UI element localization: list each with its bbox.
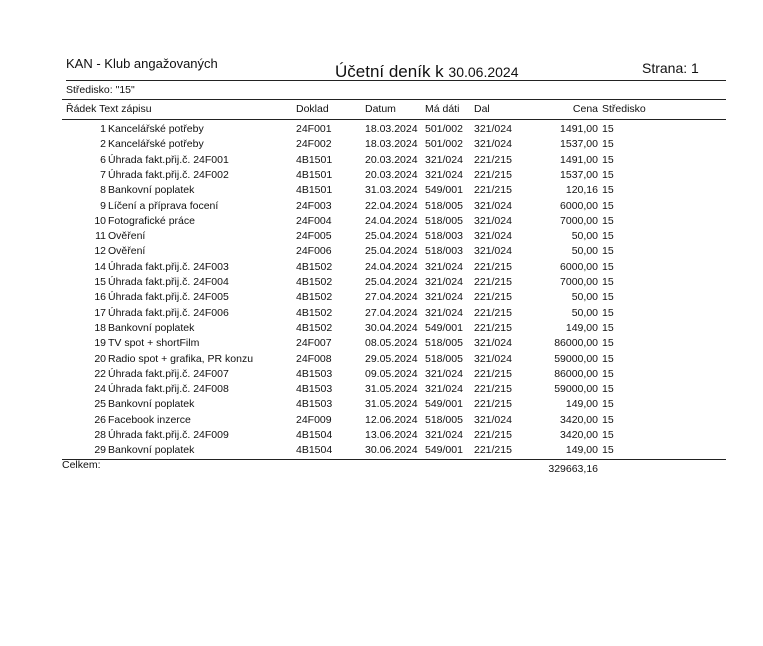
row-text: Bankovní poplatek: [108, 444, 195, 457]
row-price: 3420,00: [560, 413, 598, 426]
row-number: 15: [94, 276, 106, 288]
row-price: 1537,00: [560, 138, 598, 151]
row-text: Úhrada fakt.přij.č. 24F009: [108, 429, 229, 441]
row-text: Ověření: [108, 245, 146, 258]
row-md: 321/024: [425, 168, 463, 181]
row-dal: 221/215: [474, 321, 512, 334]
row-center: 15: [602, 153, 614, 166]
row-date: 27.04.2024: [365, 306, 418, 319]
row-doc: 24F002: [296, 138, 332, 151]
page-number: Strana: 1: [642, 60, 699, 76]
row-center: 15: [602, 199, 614, 212]
row-center: 15: [602, 444, 614, 457]
row-center: 15: [602, 230, 614, 243]
row-center: 15: [602, 260, 614, 273]
row-dal: 221/215: [474, 429, 512, 441]
table-row: [0, 230, 763, 245]
row-date: 25.04.2024: [365, 230, 418, 243]
row-center: 15: [602, 138, 614, 151]
row-number: 17: [94, 306, 106, 319]
row-number: 11: [95, 230, 106, 243]
row-dal: 321/024: [474, 245, 512, 258]
row-text: Úhrada fakt.přij.č. 24F001: [108, 153, 229, 166]
row-md: 518/005: [425, 199, 463, 212]
row-number: 2: [100, 138, 106, 151]
col-header-doc: Doklad: [296, 103, 329, 115]
row-center: 15: [602, 383, 614, 396]
row-number: 29: [94, 444, 106, 457]
row-number: 7: [100, 168, 106, 181]
row-center: 15: [602, 291, 614, 304]
row-center: 15: [602, 429, 614, 441]
row-number: 1: [100, 123, 106, 135]
row-doc: 4B1504: [296, 444, 333, 457]
row-number: 8: [100, 184, 106, 197]
row-number: 9: [100, 199, 106, 212]
row-dal: 321/024: [474, 199, 512, 212]
row-price: 50,00: [571, 245, 598, 258]
row-md: 321/024: [425, 367, 463, 380]
table-row: [0, 200, 763, 215]
row-date: 25.04.2024: [365, 245, 418, 258]
row-doc: 24F009: [296, 413, 332, 426]
row-date: 24.04.2024: [365, 214, 418, 227]
row-date: 22.04.2024: [365, 199, 418, 212]
row-dal: 221/215: [474, 367, 512, 380]
row-center: 15: [602, 352, 614, 365]
col-header-line-text: Řádek Text zápisu: [66, 103, 152, 115]
row-price: 149,00: [565, 398, 598, 411]
row-md: 321/024: [425, 429, 463, 441]
row-date: 20.03.2024: [365, 168, 418, 181]
row-price: 50,00: [571, 306, 598, 319]
row-date: 18.03.2024: [365, 138, 418, 151]
row-doc: 4B1501: [296, 153, 333, 166]
row-date: 25.04.2024: [365, 276, 418, 288]
row-doc: 4B1501: [296, 184, 333, 197]
row-center: 15: [602, 123, 614, 135]
table-row: [0, 184, 763, 199]
row-dal: 321/024: [474, 413, 512, 426]
row-doc: 24F006: [296, 245, 332, 258]
row-md: 321/024: [425, 153, 463, 166]
row-md: 549/001: [425, 184, 463, 197]
row-md: 549/001: [425, 321, 463, 334]
row-doc: 24F005: [296, 230, 332, 243]
row-dal: 221/215: [474, 184, 512, 197]
row-price: 6000,00: [560, 260, 598, 273]
row-md: 321/024: [425, 260, 463, 273]
col-header-md: Má dáti: [425, 103, 460, 115]
table-row: [0, 215, 763, 230]
table-row: [0, 414, 763, 429]
table-header-bottom-rule: [62, 119, 726, 120]
cost-center-label: Středisko: "15": [66, 84, 135, 96]
row-text: Úhrada fakt.přij.č. 24F004: [108, 276, 229, 288]
row-dal: 321/024: [474, 214, 512, 227]
row-price: 7000,00: [560, 214, 598, 227]
row-doc: 4B1501: [296, 168, 333, 181]
row-number: 6: [100, 153, 106, 166]
row-date: 27.04.2024: [365, 291, 418, 304]
row-number: 24: [94, 383, 106, 396]
row-center: 15: [602, 413, 614, 426]
row-dal: 221/215: [474, 260, 512, 273]
row-center: 15: [602, 306, 614, 319]
row-text: Úhrada fakt.přij.č. 24F006: [108, 306, 229, 319]
row-doc: 4B1503: [296, 383, 333, 396]
table-row: [0, 291, 763, 306]
row-md: 321/024: [425, 291, 463, 304]
table-row: [0, 169, 763, 184]
row-doc: 24F007: [296, 337, 332, 350]
table-row: [0, 307, 763, 322]
table-row: [0, 337, 763, 352]
row-price: 120,16: [565, 184, 598, 197]
col-header-dal: Dal: [474, 103, 490, 115]
row-doc: 4B1503: [296, 367, 333, 380]
row-center: 15: [602, 168, 614, 181]
col-header-price: Cena: [572, 103, 598, 115]
row-doc: 4B1502: [296, 291, 333, 304]
row-number: 26: [94, 413, 106, 426]
row-date: 31.05.2024: [365, 398, 418, 411]
row-date: 12.06.2024: [365, 413, 418, 426]
row-price: 86000,00: [554, 337, 598, 350]
row-text: Bankovní poplatek: [108, 321, 195, 334]
report-title: [335, 62, 518, 82]
row-center: 15: [602, 184, 614, 197]
row-dal: 321/024: [474, 123, 512, 135]
row-number: 18: [94, 321, 106, 334]
table-row: [0, 276, 763, 291]
table-row: [0, 398, 763, 413]
table-row: [0, 429, 763, 444]
row-text: Kancelářské potřeby: [108, 123, 204, 135]
col-header-center: Středisko: [602, 103, 646, 115]
row-price: 50,00: [571, 230, 598, 243]
row-price: 86000,00: [554, 367, 598, 380]
row-text: Úhrada fakt.přij.č. 24F002: [108, 168, 229, 181]
table-bottom-rule: [62, 459, 726, 460]
table-row: [0, 261, 763, 276]
row-dal: 221/215: [474, 383, 512, 396]
total-value: 329663,16: [548, 463, 598, 475]
row-text: Radio spot + grafika, PR konzu: [108, 352, 254, 365]
row-dal: 321/024: [474, 138, 512, 151]
row-text: Bankovní poplatek: [108, 398, 195, 411]
row-date: 24.04.2024: [365, 260, 418, 273]
row-doc: 4B1502: [296, 260, 333, 273]
row-text: Úhrada fakt.přij.č. 24F005: [108, 291, 229, 304]
row-md: 321/024: [425, 276, 463, 288]
row-doc: 24F004: [296, 214, 332, 227]
row-dal: 221/215: [474, 276, 512, 288]
row-doc: 4B1502: [296, 306, 333, 319]
report-title-text: Účetní deník k: [335, 62, 444, 81]
row-dal: 221/215: [474, 306, 512, 319]
row-text: Úhrada fakt.přij.č. 24F003: [108, 260, 229, 273]
row-center: 15: [602, 214, 614, 227]
row-text: Fotografické práce: [108, 214, 195, 227]
row-price: 6000,00: [560, 199, 598, 212]
top-divider: [66, 80, 726, 81]
row-number: 25: [94, 398, 106, 411]
row-doc: 4B1502: [296, 321, 333, 334]
row-date: 31.05.2024: [365, 383, 418, 396]
row-text: Úhrada fakt.přij.č. 24F007: [108, 367, 229, 380]
row-dal: 221/215: [474, 153, 512, 166]
row-doc: 4B1502: [296, 276, 333, 288]
row-md: 518/005: [425, 413, 463, 426]
row-text: TV spot + shortFilm: [108, 337, 200, 350]
row-price: 59000,00: [554, 383, 598, 396]
row-doc: 24F008: [296, 352, 332, 365]
row-date: 18.03.2024: [365, 123, 418, 135]
row-text: Facebook inzerce: [108, 413, 191, 426]
row-md: 518/005: [425, 214, 463, 227]
table-row: [0, 138, 763, 153]
row-price: 149,00: [565, 444, 598, 457]
row-price: 1537,00: [560, 168, 598, 181]
row-doc: 4B1504: [296, 429, 333, 441]
row-text: Ověření: [108, 230, 146, 243]
row-text: Úhrada fakt.přij.č. 24F008: [108, 383, 229, 396]
table-row: [0, 444, 763, 459]
row-dal: 221/215: [474, 168, 512, 181]
row-price: 50,00: [571, 291, 598, 304]
row-dal: 221/215: [474, 291, 512, 304]
row-price: 3420,00: [560, 429, 598, 441]
table-row: [0, 154, 763, 169]
row-center: 15: [602, 367, 614, 380]
row-number: 20: [94, 352, 106, 365]
row-date: 31.03.2024: [365, 184, 418, 197]
row-number: 12: [94, 245, 106, 258]
row-price: 1491,00: [560, 153, 598, 166]
row-center: 15: [602, 398, 614, 411]
total-label: Celkem:: [62, 459, 101, 471]
row-number: 22: [94, 367, 106, 380]
row-md: 518/003: [425, 230, 463, 243]
row-dal: 221/215: [474, 398, 512, 411]
row-doc: 4B1503: [296, 398, 333, 411]
row-date: 09.05.2024: [365, 367, 418, 380]
row-center: 15: [602, 245, 614, 258]
table-row: [0, 353, 763, 368]
row-dal: 221/215: [474, 444, 512, 457]
row-number: 28: [94, 429, 106, 441]
row-md: 518/005: [425, 352, 463, 365]
row-price: 149,00: [565, 321, 598, 334]
row-md: 501/002: [425, 123, 463, 135]
row-date: 29.05.2024: [365, 352, 418, 365]
row-md: 549/001: [425, 398, 463, 411]
row-doc: 24F001: [296, 123, 332, 135]
col-header-date: Datum: [365, 103, 396, 115]
row-text: Kancelářské potřeby: [108, 138, 204, 151]
row-date: 20.03.2024: [365, 153, 418, 166]
row-dal: 321/024: [474, 337, 512, 350]
row-text: Bankovní poplatek: [108, 184, 195, 197]
row-md: 518/003: [425, 245, 463, 258]
table-row: [0, 123, 763, 138]
row-center: 15: [602, 337, 614, 350]
row-number: 14: [94, 260, 106, 273]
row-price: 59000,00: [554, 352, 598, 365]
row-number: 16: [94, 291, 106, 304]
row-center: 15: [602, 321, 614, 334]
row-date: 30.04.2024: [365, 321, 418, 334]
row-doc: 24F003: [296, 199, 332, 212]
row-number: 19: [94, 337, 106, 350]
row-center: 15: [602, 276, 614, 288]
row-dal: 321/024: [474, 352, 512, 365]
table-row: [0, 245, 763, 260]
row-dal: 321/024: [474, 230, 512, 243]
row-date: 30.06.2024: [365, 444, 418, 457]
row-date: 13.06.2024: [365, 429, 418, 441]
row-md: 321/024: [425, 383, 463, 396]
row-md: 549/001: [425, 444, 463, 457]
row-price: 1491,00: [560, 123, 598, 135]
row-text: Líčení a příprava focení: [108, 199, 219, 212]
row-md: 321/024: [425, 306, 463, 319]
row-md: 518/005: [425, 337, 463, 350]
row-md: 501/002: [425, 138, 463, 151]
row-price: 7000,00: [560, 276, 598, 288]
table-row: [0, 322, 763, 337]
organization-name: KAN - Klub angažovaných: [66, 56, 218, 71]
table-row: [0, 368, 763, 383]
report-date: 30.06.2024: [448, 64, 519, 80]
table-header-top-rule: [62, 99, 726, 100]
table-row: [0, 383, 763, 398]
row-date: 08.05.2024: [365, 337, 418, 350]
row-number: 10: [94, 214, 106, 227]
